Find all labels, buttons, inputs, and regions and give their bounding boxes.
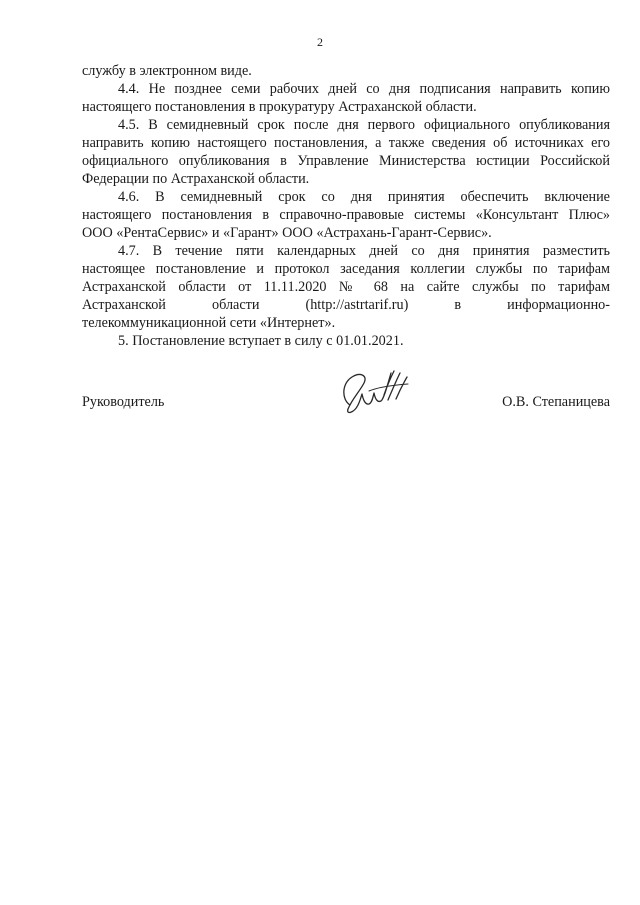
- paragraph-4-5-line-2: направить копию настоящего постановления, а также сведения об источниках его: [82, 135, 610, 151]
- paragraph-4-7-line-1: 4.7. В течение пяти календарных дней со дня принятия разместить: [118, 243, 610, 259]
- paragraph-4-7-line-2: настоящее постановление и протокол заседания коллегии службы по тарифам: [82, 261, 610, 277]
- paragraph-4-5-line-3: официального опубликования в Управление Министерства юстиции Российской: [82, 153, 610, 169]
- paragraph-4-5-line-1: 4.5. В семидневный срок после дня первого официального опубликования: [118, 117, 610, 133]
- signatory-title: Руководитель: [82, 394, 165, 410]
- paragraph-4-5-line-4: Федерации по Астраханской области.: [82, 171, 310, 187]
- signatory-name: О.В. Степаницева: [502, 394, 610, 410]
- body-line: службу в электронном виде.: [82, 63, 252, 79]
- handwritten-signature: [334, 365, 412, 421]
- page-number: 2: [317, 35, 323, 49]
- paragraph-4-6-line-3: ООО «РентаСервис» и «Гарант» ООО «Астрахань-Гарант-Сервис».: [82, 225, 492, 241]
- paragraph-4-7-line-3: Астраханской области от 11.11.2020 № 68 на сайте службы по тарифам: [82, 279, 610, 295]
- paragraph-5-line-1: 5. Постановление вступает в силу с 01.01.2021.: [118, 333, 404, 349]
- paragraph-4-6-line-2: настоящего постановления в справочно-правовые системы «Консультант Плюс»: [82, 207, 610, 223]
- paragraph-4-7-line-4: Астраханской области (http://astrtarif.ru) в информационно-: [82, 297, 610, 313]
- paragraph-4-4-line-2: настоящего постановления в прокуратуру Астраханской области.: [82, 99, 477, 115]
- paragraph-4-6-line-1: 4.6. В семидневный срок со дня принятия обеспечить включение: [118, 189, 610, 205]
- paragraph-4-7-line-5: телекоммуникационной сети «Интернет».: [82, 315, 336, 331]
- paragraph-4-4-line-1: 4.4. Не позднее семи рабочих дней со дня подписания направить копию: [118, 81, 610, 97]
